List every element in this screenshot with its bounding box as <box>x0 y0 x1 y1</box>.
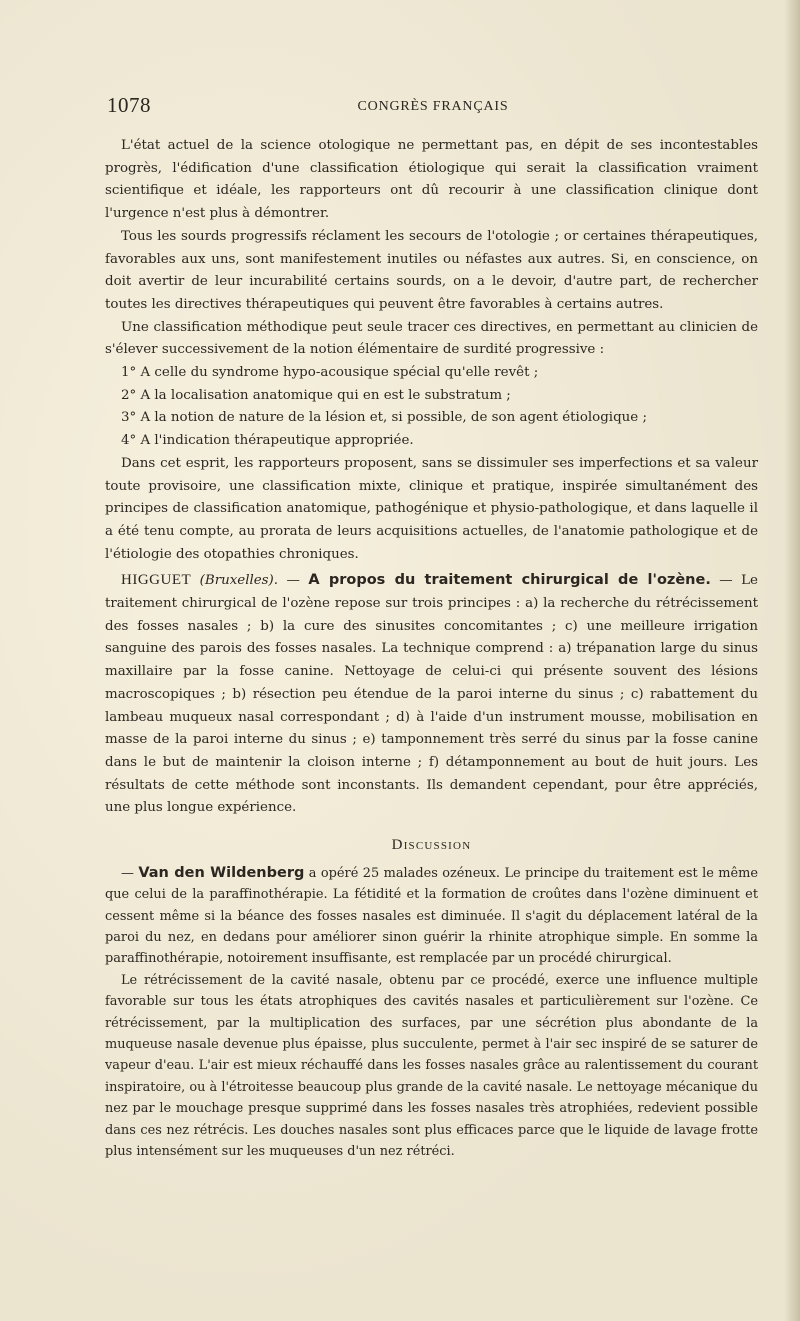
list-item: 3° A la notion de nature de la lésion et, si possible, de son agent étiologique ; <box>121 410 647 426</box>
page-header <box>107 93 759 123</box>
author-city: (Bruxelles). <box>199 573 279 589</box>
page-number: 1078 <box>107 93 151 117</box>
discussion-heading: Discussion <box>391 837 472 854</box>
paragraph: Une classification méthodique peut seule tracer ces directives, en permettant au clinicien de s'élever successivement de la notion élémentaire de surdité progressive : <box>105 319 758 358</box>
communication-title: A propos du traitement chirurgical de l'ozène. <box>308 572 711 589</box>
paragraph: L'état actuel de la science otologique ne permettant pas, en dépit de ses incontestables progrès, l'édification d'une classification étiologique qui serait la classification vraiment scientifique et idéale, les rapporteurs ont dû recourir à une classification clinique dont l'urgence n'est plus à démontrer. <box>105 138 758 222</box>
page-edge-shadow <box>784 0 800 1321</box>
discussion-paragraph <box>105 863 758 970</box>
author-name: HIGGUET <box>121 572 192 589</box>
discussion-text: a opéré 25 malades ozéneux. Le principe du traitement est le même que celui de la paraffinothérapie. La fétidité et la formation de croûtes dans l'ozène diminuent et cessent même si la béance des fosses nasales est diminuée. Il s'agit du déplacement latéral de la paroi du nez, en dedans pour améliorer sinon guérir la rhinite atrophique simple. En somme la paraffinothérapie, notoirement insuffisante, est remplacée par un procédé chirurgical. <box>105 865 758 967</box>
discussion-paragraph: Le rétrécissement de la cavité nasale, obtenu par ce procédé, exerce une influence multiple favorable sur tous les états atrophiques des cavités nasales et particulièrement sur l'ozène. Ce rétrécissement, par la multiplication des surfaces, par une sécrétion plus abondante de la muqueuse nasale devenue plus épaisse, plus succulente, permet à l'air sec inspiré de se saturer de vapeur d'eau. L'air est mieux réchauffé dans les fosses nasales grâce au ralentissement du courant inspiratoire, ou à l'étroitesse beaucoup plus grande de la cavité nasale. Le nettoyage mécanique du nez par le mouchage presque supprimé dans les fosses nasales très atrophiées, redevient possible dans ces nez rétrécis. Les douches nasales sont plus efficaces parce que le liquide de lavage frotte plus intensément sur les muqueuses d'un nez rétréci. <box>105 972 758 1160</box>
communication-text: — Le traitement chirurgical de l'ozène repose sur trois principes : a) la recherche du rétrécissement des fosses nasales ; b) la cure des sinusites concomitantes ; c) une meilleure irrigation sanguine des parois des fosses nasales. La technique comprend : a) trépanation large du sinus maxillaire par la fosse canine. Nettoyage de celui-ci qui présente souvent des lésions macroscopiques ; b) résection peu étendue de la paroi interne du sinus ; c) rabattement du lambeau muqueux nasal correspondant ; d) à l'aide d'un instrument mousse, mobilisation en masse de la paroi interne du sinus ; e) tamponnement très serré du sinus par la fosse canine dans le but de maintenir la cloison interne ; f) détamponnement au bout de huit jours. Les résultats de cette méthode sont inconstants. Ils demandent cependant, pour être appréciés, une plus longue expérience. <box>105 573 758 816</box>
dash: — <box>121 865 139 881</box>
page-body <box>105 135 758 1162</box>
discussion-section <box>105 863 758 1163</box>
running-title: CONGRÈS FRANÇAIS <box>357 99 509 114</box>
list-item: 4° A l'indication thérapeutique appropriée. <box>121 433 414 449</box>
paragraph: Dans cet esprit, les rapporteurs proposent, sans se dissimuler ses imperfections et sa valeur toute provisoire, une classification mixte, clinique et pratique, inspirée simultanément des principes de classification anatomique, pathogénique et physio-pathologique, et dans laquelle il a été tenu compte, au prorata de leurs acquisitions actuelles, de l'anatomie pathologique et de l'étiologie des otopathies chroniques. <box>105 455 758 562</box>
speaker-name: Van den Wildenberg <box>138 864 305 881</box>
list-item: 1° A celle du syndrome hypo-acousique spécial qu'elle revêt ; <box>121 365 539 381</box>
communication-paragraph <box>105 569 758 820</box>
dash: — <box>278 573 309 589</box>
list-item: 2° A la localisation anatomique qui en est le substratum ; <box>121 387 511 403</box>
paragraph: Tous les sourds progressifs réclament les secours de l'otologie ; or certaines thérapeutiques, favorables aux uns, sont manifestement inutiles ou néfastes aux autres. Si, en conscience, on doit avertir de leur incurabilité certains sourds, on a le devoir, d'autre part, de rechercher toutes les directives thérapeutiques qui peuvent être favorables à certains autres. <box>105 228 758 312</box>
